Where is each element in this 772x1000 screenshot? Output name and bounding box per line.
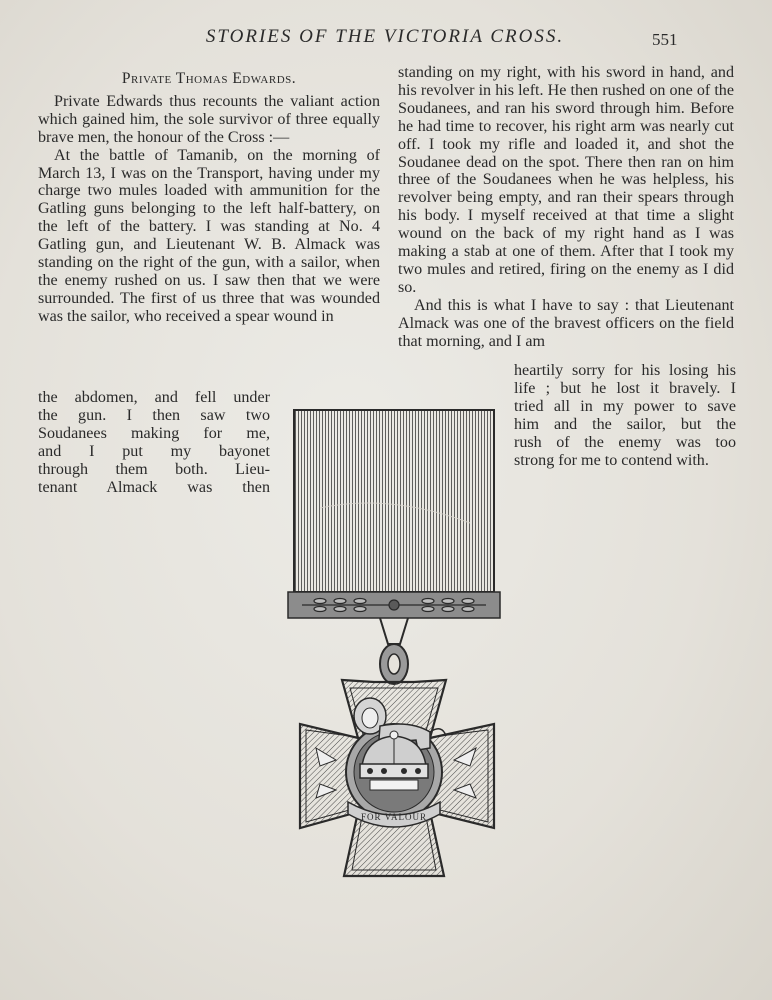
ribbon xyxy=(294,410,494,592)
text-line: rush of the enemy was too xyxy=(514,433,736,451)
text-line: the gun. I then saw two xyxy=(38,406,270,424)
medal-motto: FOR VALOUR xyxy=(361,812,427,822)
right-column xyxy=(398,64,734,351)
article-heading: Private Thomas Edwards. xyxy=(121,70,297,87)
left-column xyxy=(38,70,380,326)
page-number: 551 xyxy=(652,30,678,49)
text-line: him and the sailor, but the xyxy=(514,415,736,433)
victoria-cross-engraving xyxy=(280,398,506,888)
running-header-title: STORIES OF THE VICTORIA CROSS. xyxy=(205,26,565,47)
left-wrap-text xyxy=(38,389,270,496)
text-line: Soudanees making for me, xyxy=(38,424,270,442)
victoria-cross-illustration xyxy=(280,398,506,888)
paragraph-battle: At the battle of Tamanib, on the morning of March 13, I was on the Transport, having under my charge two mules loaded with ammunition for the Gatling guns belonging to the left half-battery, on the left of the battery. I was standing at No. 4 Gatling gun, and Lieutenant W. B. Almack was standing on the right of the gun, with a sailor, when the enemy rushed on us. I saw then that we were surrounded. The first of us three that was wounded was the sailor, who received a spear wound in xyxy=(38,146,380,325)
text-line: and I put my bayonet xyxy=(38,442,270,460)
text-line: tenant Almack was then xyxy=(38,478,270,496)
right-wrap-text xyxy=(514,362,736,469)
suspension-link xyxy=(380,618,408,644)
text-line: heartily sorry for his losing his xyxy=(514,362,736,379)
paragraph-tribute: And this is what I have to say : that Lieutenant Almack was one of the bravest officers on the field that morning, and I am xyxy=(398,296,734,350)
paragraph-continuation: standing on my right, with his sword in hand, and his revolver in his left. He then rushed on one of the Soudanees, and ran his sword through him. Before he had time to recover, his right arm was nearly cut off. I took my rifle and loaded it, and shot the Soudanee dead on the spot. There then ran on him three of the Soudanees when he was helpless, his revolver being empty, and ran their spears through his body. I myself received at that time a slight wound on the back of my right hand as I was making a stab at one of them. After that I took my two mules and retired, firing on the enemy as I did so. xyxy=(398,64,734,296)
paragraph-intro: Private Edwards thus recounts the valiant action which gained him, the sole survivor of three equally brave men, the honour of the Cross :— xyxy=(38,92,380,146)
text-line: tried all in my power to save xyxy=(514,397,736,415)
text-line: through them both. Lieu- xyxy=(38,460,270,478)
text-line: life ; but he lost it bravely. I xyxy=(514,379,736,397)
text-line: strong for me to contend with. xyxy=(514,451,709,469)
text-line: the abdomen, and fell under xyxy=(38,389,270,406)
